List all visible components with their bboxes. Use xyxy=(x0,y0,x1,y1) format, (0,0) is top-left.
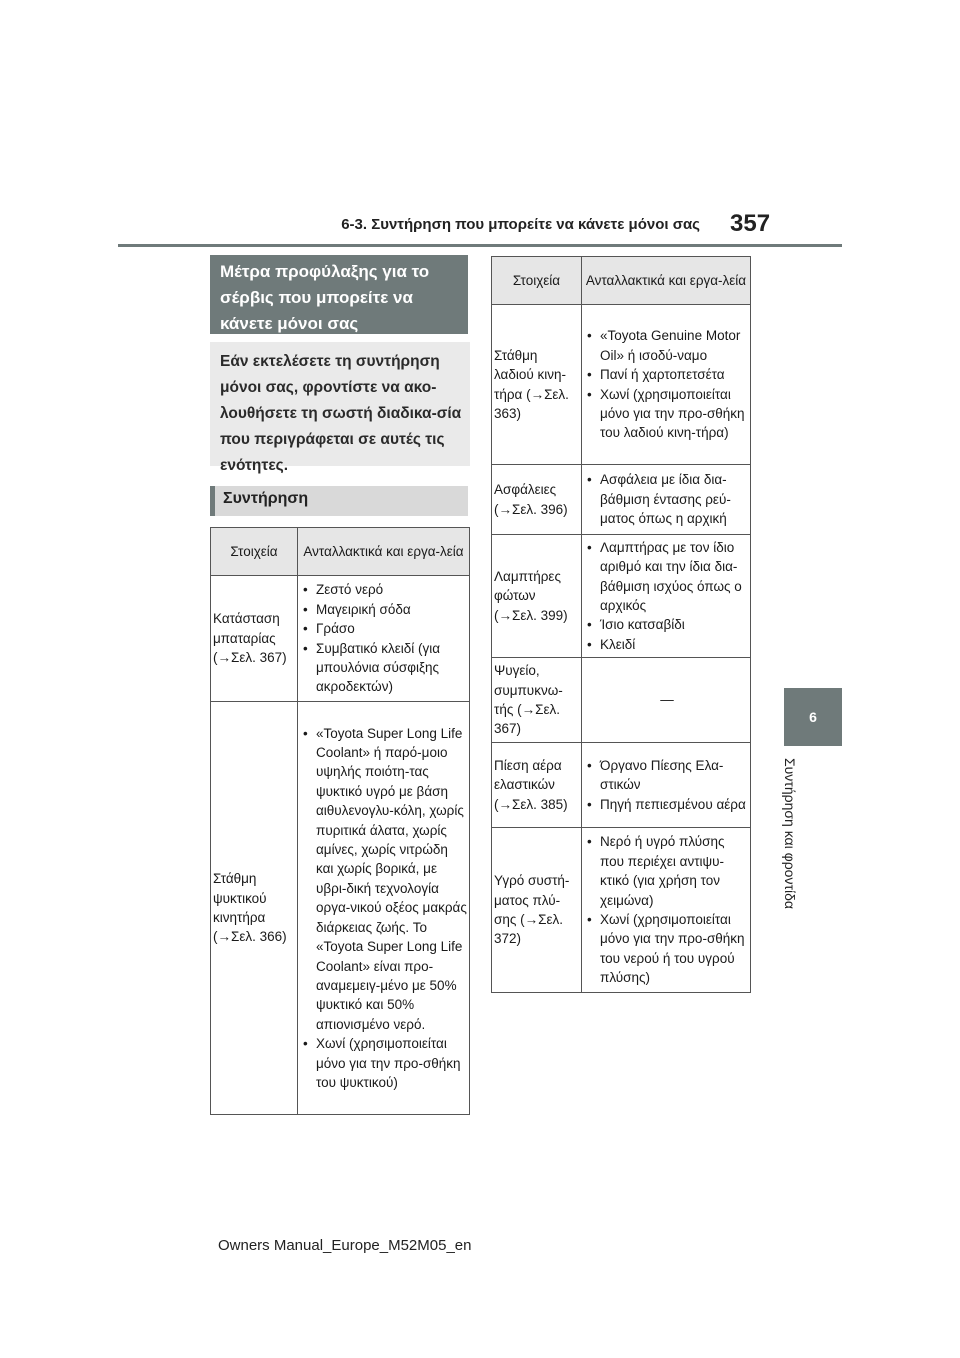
list-item: • Γράσο xyxy=(302,619,467,638)
list-item: • Συμβατικό κλειδί (για μπουλόνια σύσφιξης ακροδεκτών) xyxy=(302,639,467,697)
row-tools xyxy=(298,702,470,1115)
col-header-items: Στοιχεία xyxy=(211,528,298,576)
list-item: • Κλειδί xyxy=(586,635,748,654)
table-header-row xyxy=(211,528,470,576)
row-item: Υγρό συστή-ματος πλύ-σης (→Σελ. 372) xyxy=(492,828,582,993)
list-item: • Ζεστό νερό xyxy=(302,580,467,599)
maintenance-heading: Συντήρηση xyxy=(210,486,468,516)
intro-text: Εάν εκτελέσετε τη συντήρηση μόνοι σας, φροντίστε να ακο-λουθήσετε τη σωστή διαδικα-σία που περιγράφεται σε αυτές τις ενότητες. xyxy=(210,342,470,466)
table-row xyxy=(492,535,751,658)
header-rule xyxy=(118,244,842,247)
list-item: • Χωνί (χρησιμοποιείται μόνο για την προ-σθήκη του ψυκτικού) xyxy=(302,1034,467,1092)
chapter-label: Συντήρηση και φροντίδα xyxy=(782,758,798,909)
page-number: 357 xyxy=(730,210,771,237)
row-tools xyxy=(582,465,751,535)
row-tools xyxy=(582,828,751,993)
maintenance-table-right xyxy=(491,256,751,993)
list-item: • Ασφάλεια με ίδια δια-βάθμιση έντασης ρεύ-ματος όπως η αρχική xyxy=(586,470,748,528)
row-item: Στάθμη λαδιού κινη-τήρα (→Σελ. 363) xyxy=(492,305,582,465)
list-item: • Πανί ή χαρτοπετσέτα xyxy=(586,365,748,384)
row-item: Στάθμη ψυκτικού κινητήρα (→Σελ. 366) xyxy=(211,702,298,1115)
row-tools xyxy=(582,535,751,658)
list-item: • Όργανο Πίεσης Ελα-στικών xyxy=(586,756,748,795)
list-item: • «Toyota Genuine Motor Oil» ή ισοδύ-ναμο xyxy=(586,326,748,365)
table-row xyxy=(492,465,751,535)
section-banner: Μέτρα προφύλαξης για το σέρβις που μπορείτε να κάνετε μόνοι σας xyxy=(210,255,468,334)
footer-text: Owners Manual_Europe_M52M05_en xyxy=(218,1237,472,1254)
table-header-row xyxy=(492,257,751,305)
list-item: • Χωνί (χρησιμοποιείται μόνο για την προ-σθήκη του λαδιού κινη-τήρα) xyxy=(586,385,748,443)
list-item: • Μαγειρική σόδα xyxy=(302,600,467,619)
empty-dash: — xyxy=(582,658,751,743)
list-item: • Χωνί (χρησιμοποιείται μόνο για την προ-σθήκη του νερού ή του υγρού πλύσης) xyxy=(586,910,748,988)
col-header-items: Στοιχεία xyxy=(492,257,582,305)
list-item: • «Toyota Super Long Life Coolant» ή παρό-μοιο υψηλής ποιότη-τας ψυκτικό υγρό με βάση αιθυλενογλυ-κόλη, χωρίς πυριτικά άλατα, χωρίς αμίνες, χωρίς νιτρώδη και χωρίς βορικά, με υβρι-δική τεχνολογία οργα-νικού οξέος μακράς διάρκειας ζωής. Το «Toyota Super Long Life Coolant» είναι προ-αναμεμειγ-μένο με 50% ψυκτικό και 50% απιονισμένο νερό. xyxy=(302,724,467,1035)
row-item: Κατάσταση μπαταρίας (→Σελ. 367) xyxy=(211,576,298,702)
row-item: Λαμπτήρες φώτων (→Σελ. 399) xyxy=(492,535,582,658)
list-item: • Λαμπτήρας με τον ίδιο αριθμό και την ίδια δια-βάθμιση ισχύος όπως ο αρχικός xyxy=(586,538,748,616)
col-header-parts: Ανταλλακτικά και εργα-λεία xyxy=(582,257,751,305)
list-item: • Νερό ή υγρό πλύσης που περιέχει αντιψυ-κτικό (για χρήση τον χειμώνα) xyxy=(586,832,748,910)
table-row xyxy=(492,828,751,993)
table-row xyxy=(492,658,751,743)
list-item: • Πηγή πεπιεσμένου αέρα xyxy=(586,795,748,814)
row-tools xyxy=(582,743,751,828)
maintenance-table-left xyxy=(210,527,470,1115)
table-row xyxy=(492,743,751,828)
row-tools xyxy=(582,305,751,465)
list-item: • Ίσιο κατσαβίδι xyxy=(586,615,748,634)
row-item: Ψυγείο, συμπυκνω-τής (→Σελ. 367) xyxy=(492,658,582,743)
chapter-tab[interactable]: 6 xyxy=(784,688,842,746)
row-tools xyxy=(298,576,470,702)
table-row xyxy=(211,702,470,1115)
row-item: Πίεση αέρα ελαστικών (→Σελ. 385) xyxy=(492,743,582,828)
section-title: 6-3. Συντήρηση που μπορείτε να κάνετε μόνοι σας xyxy=(341,216,700,233)
row-item: Ασφάλειες (→Σελ. 396) xyxy=(492,465,582,535)
table-row xyxy=(211,576,470,702)
col-header-parts: Ανταλλακτικά και εργα-λεία xyxy=(298,528,470,576)
table-row xyxy=(492,305,751,465)
